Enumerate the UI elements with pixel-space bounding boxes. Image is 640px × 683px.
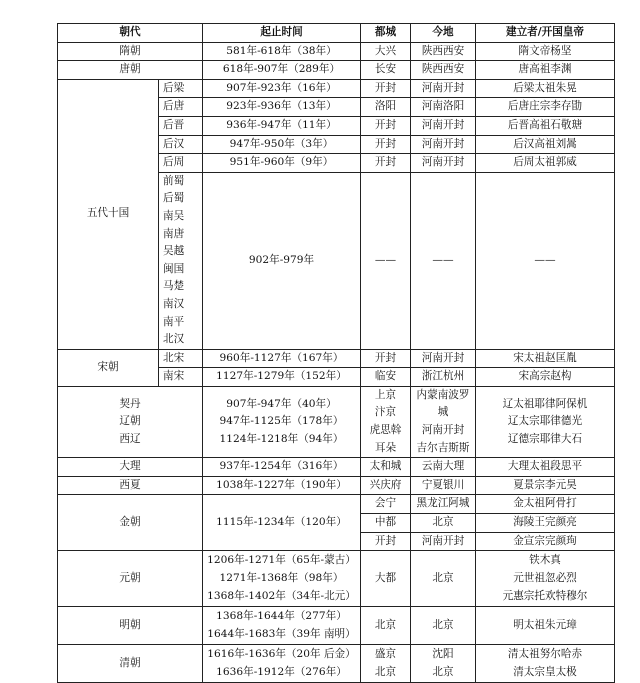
capital: 大兴 [361, 42, 411, 61]
table-row [58, 42, 615, 61]
period-line: 1206年-1271年（65年-蒙古） [207, 554, 356, 567]
period-line: 1636年-1912年（276年） [216, 665, 347, 678]
period: 1115年-1234年（120年） [203, 495, 361, 551]
present-location: 河南开封 [411, 116, 476, 135]
dynasty-table [57, 23, 615, 683]
location-line: 内蒙南波罗 [416, 388, 470, 401]
period: 951年-960年（9年） [203, 154, 361, 173]
capital-line: 盛京 [374, 648, 397, 661]
period: 936年-947年（11年） [203, 116, 361, 135]
period [203, 607, 361, 645]
dynasty-name: 隋朝 [58, 42, 203, 61]
period-line: 1271年-1368年（98年） [219, 571, 344, 584]
founder: 大理太祖段思平 [476, 458, 615, 477]
kingdom-name: 南平 [163, 315, 185, 328]
kingdom-name: 马楚 [163, 280, 185, 293]
header-dynasty: 朝代 [58, 24, 203, 43]
capital [361, 645, 411, 683]
period: 923年-936年（13年） [203, 98, 361, 117]
founder: 夏景宗李元昊 [476, 476, 615, 495]
period-line: 1644年-1683年（39年 南明） [207, 627, 356, 640]
kingdom-name: 吴越 [163, 245, 185, 258]
founder [476, 386, 615, 457]
present-location [411, 645, 476, 683]
table-row [58, 349, 615, 368]
period-line: 1368年-1644年（277年） [216, 610, 347, 623]
founder: 后周太祖郭威 [476, 154, 615, 173]
present-location: 北京 [411, 607, 476, 645]
table-row [58, 386, 615, 457]
location-line: 吉尔吉斯斯 [416, 441, 470, 454]
present-location: —— [411, 172, 476, 349]
location-line: 河南开封 [421, 424, 465, 437]
capital: —— [361, 172, 411, 349]
period: 902年-979年 [203, 172, 361, 349]
present-location: 河南洛阳 [411, 98, 476, 117]
capital: 临安 [361, 368, 411, 387]
capital: 大都 [361, 551, 411, 607]
dynasty-name: 清朝 [58, 645, 203, 683]
period: 947年-950年（3年） [203, 135, 361, 154]
dynasty-name: 大理 [58, 458, 203, 477]
group-name: 宋朝 [58, 349, 159, 386]
header-present-location: 今地 [411, 24, 476, 43]
group-name: 五代十国 [58, 79, 159, 349]
founder-line: 清太祖努尔哈赤 [507, 648, 583, 661]
capital [361, 386, 411, 457]
capital-line: 上京 [374, 388, 397, 401]
founder: 后晋高祖石敬瑭 [476, 116, 615, 135]
dynasty-name: 后唐 [159, 98, 203, 117]
founder: 后汉高祖刘暠 [476, 135, 615, 154]
period: 937年-1254年（316年） [203, 458, 361, 477]
founder: 明太祖朱元璋 [476, 607, 615, 645]
present-location: 浙江杭州 [411, 368, 476, 387]
table-row [58, 607, 615, 645]
capital: 长安 [361, 61, 411, 80]
capital: 会宁 [361, 495, 411, 514]
capital: 太和城 [361, 458, 411, 477]
capital: 开封 [361, 116, 411, 135]
dynasty-name-line: 契丹 [119, 397, 141, 410]
dynasty-name: 元朝 [58, 551, 203, 607]
dynasty-name: 西夏 [58, 476, 203, 495]
capital: 开封 [361, 349, 411, 368]
founder-line: 铁木真 [529, 554, 561, 567]
present-location: 河南开封 [411, 349, 476, 368]
present-location: 陕西西安 [411, 42, 476, 61]
present-location [411, 386, 476, 457]
founder [476, 551, 615, 607]
period [203, 386, 361, 457]
period-line: 1124年-1218年（94年） [219, 432, 344, 445]
period: 618年-907年（289年） [203, 61, 361, 80]
present-location: 河南开封 [411, 154, 476, 173]
period: 1127年-1279年（152年） [203, 368, 361, 387]
present-location: 北京 [411, 514, 476, 533]
founder-line: 元惠宗托欢特穆尔 [502, 589, 588, 602]
kingdom-name: 南吴 [163, 209, 185, 222]
table-row [58, 476, 615, 495]
capital-line: 耳朵 [374, 441, 397, 454]
capital-line: 北京 [374, 665, 397, 678]
period: 1038年-1227年（190年） [203, 476, 361, 495]
founder: 金太祖阿骨打 [476, 495, 615, 514]
table-row [58, 458, 615, 477]
founder-line: 辽太宗耶律德光 [507, 415, 583, 428]
present-location: 陕西西安 [411, 61, 476, 80]
kingdom-name: 前蜀 [163, 174, 185, 187]
founder: 隋文帝杨坚 [476, 42, 615, 61]
table-row [58, 79, 615, 98]
dynasty-name: 唐朝 [58, 61, 203, 80]
present-location: 河南开封 [411, 135, 476, 154]
present-location: 河南开封 [411, 532, 476, 551]
table-row [58, 61, 615, 80]
founder: —— [476, 172, 615, 349]
founder [476, 645, 615, 683]
dynasty-name: 金朝 [58, 495, 203, 551]
founder: 海陵王完颜亮 [476, 514, 615, 533]
kingdom-name: 南唐 [163, 227, 185, 240]
header-founder: 建立者/开国皇帝 [476, 24, 615, 43]
kingdom-name: 后蜀 [163, 192, 185, 205]
capital: 洛阳 [361, 98, 411, 117]
kingdom-name: 北汉 [163, 333, 185, 346]
header-row [58, 24, 615, 43]
capital: 开封 [361, 154, 411, 173]
dynasty-name: 南宋 [159, 368, 203, 387]
capital: 开封 [361, 79, 411, 98]
dynasty-name [58, 386, 203, 457]
founder: 金宣宗完颜珣 [476, 532, 615, 551]
kingdom-name: 闽国 [163, 262, 185, 275]
header-capital: 都城 [361, 24, 411, 43]
capital-line: 虎思斡 [369, 424, 402, 437]
dynasty-name: 后晋 [159, 116, 203, 135]
location-line: 沈阳 [432, 648, 454, 661]
founder-line: 辽太祖耶律阿保机 [502, 397, 588, 410]
founder-line: 元世祖忽必烈 [513, 571, 577, 584]
capital: 兴庆府 [361, 476, 411, 495]
present-location: 河南开封 [411, 79, 476, 98]
period [203, 551, 361, 607]
location-line: 北京 [432, 665, 454, 678]
founder: 宋太祖赵匡胤 [476, 349, 615, 368]
table-row [58, 551, 615, 607]
dynasty-name: 后梁 [159, 79, 203, 98]
period [203, 645, 361, 683]
capital: 开封 [361, 135, 411, 154]
period-line: 1616年-1636年（20年 后金） [207, 648, 356, 661]
founder-line: 辽德宗耶律大石 [507, 432, 583, 445]
dynasty-name: 后汉 [159, 135, 203, 154]
table-row [58, 495, 615, 514]
header-period: 起止时间 [203, 24, 361, 43]
founder: 宋高宗赵构 [476, 368, 615, 387]
table-row [58, 645, 615, 683]
founder: 后梁太祖朱晃 [476, 79, 615, 98]
period-line: 947年-1125年（178年） [219, 415, 344, 428]
dynasty-name-line: 西辽 [119, 432, 141, 445]
dynasty-name: 后周 [159, 154, 203, 173]
capital: 开封 [361, 532, 411, 551]
capital-line: 汴京 [374, 406, 397, 419]
dynasty-name-line: 辽朝 [119, 415, 141, 428]
founder: 后唐庄宗李存勖 [476, 98, 615, 117]
present-location: 宁夏银川 [411, 476, 476, 495]
capital: 北京 [361, 607, 411, 645]
kingdom-name: 南汉 [163, 297, 185, 310]
present-location: 北京 [411, 551, 476, 607]
dynasty-name: 明朝 [58, 607, 203, 645]
period: 907年-923年（16年） [203, 79, 361, 98]
present-location: 黑龙江阿城 [411, 495, 476, 514]
period-line: 907年-947年（40年） [226, 397, 337, 410]
period: 581年-618年（38年） [203, 42, 361, 61]
founder: 唐高祖李渊 [476, 61, 615, 80]
location-line: 城 [437, 406, 449, 419]
period-line: 1368年-1402年（34年-北元） [207, 589, 356, 602]
dynasty-name: 北宋 [159, 349, 203, 368]
capital: 中都 [361, 514, 411, 533]
present-location: 云南大理 [411, 458, 476, 477]
ten-kingdoms-list [159, 172, 203, 349]
founder-line: 清太宗皇太极 [513, 665, 577, 678]
period: 960年-1127年（167年） [203, 349, 361, 368]
